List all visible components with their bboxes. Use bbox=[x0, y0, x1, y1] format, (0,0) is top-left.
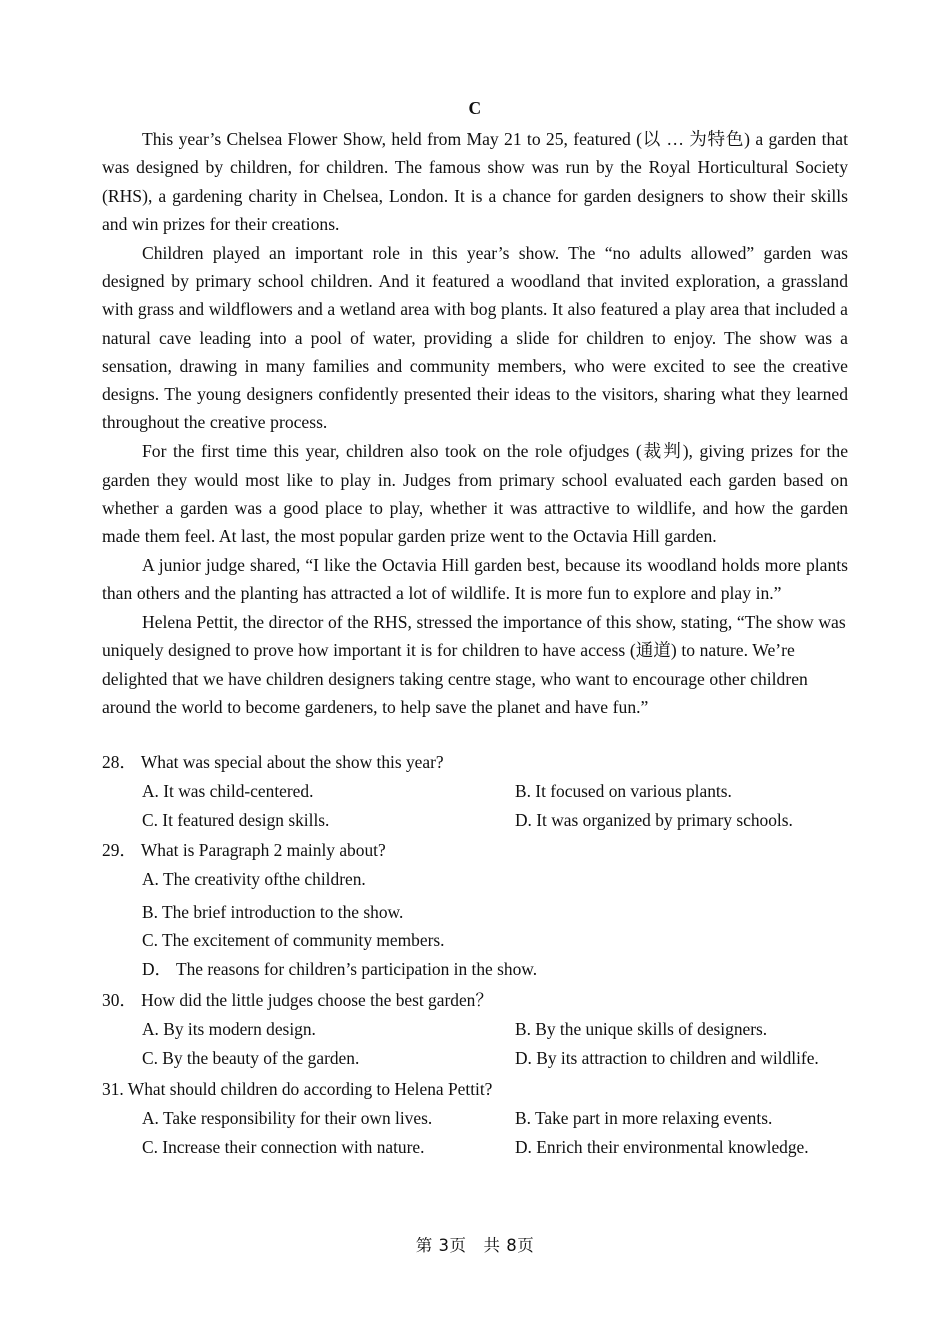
question-30-option-c[interactable]: C. By the beauty of the garden. bbox=[142, 1047, 360, 1068]
question-30-stem bbox=[102, 986, 848, 1015]
question-28-number: 28． bbox=[102, 752, 137, 773]
question-29-options bbox=[102, 865, 848, 983]
page-footer: 第 3页 共 8页 bbox=[415, 1236, 535, 1255]
passage-paragraph-4 bbox=[102, 551, 848, 608]
question-28-option-a[interactable]: A. It was child-centered. bbox=[142, 781, 314, 802]
paragraph-text: For the first time this year, children also took on the role ofjudges (裁判), giving prizes for the garden they would most like to play in. Judges from primary school evaluated each garden based on whether a garden was a good place to play, whether it was attractive to wildlife, and how the garden made them feel. At last, the most popular garden prize went to the Octavia Hill garden. bbox=[102, 441, 848, 547]
question-31-stem bbox=[102, 1075, 848, 1104]
question-29-text: What is Paragraph 2 mainly about? bbox=[140, 840, 386, 861]
question-31-option-d[interactable]: D. Enrich their environmental knowledge. bbox=[515, 1136, 809, 1157]
question-29-option-a[interactable]: A. The creativity ofthe children. bbox=[142, 869, 366, 890]
question-31-number: 31. bbox=[102, 1079, 124, 1100]
question-31 bbox=[102, 1075, 848, 1161]
question-31-options-row-2 bbox=[102, 1133, 848, 1162]
question-28-option-c[interactable]: C. It featured design skills. bbox=[142, 809, 330, 830]
passage-paragraph-5 bbox=[102, 608, 848, 721]
questions-section bbox=[102, 748, 848, 1161]
question-30-option-a[interactable]: A. By its modern design. bbox=[142, 1019, 316, 1040]
question-29-stem bbox=[102, 836, 848, 865]
question-29-option-c[interactable]: C. The excitement of community members. bbox=[142, 930, 445, 951]
question-28 bbox=[102, 748, 848, 834]
question-28-option-b[interactable]: B. It focused on various plants. bbox=[515, 781, 732, 802]
paragraph-text: A junior judge shared, “I like the Octavia Hill garden best, because its woodland holds more plants than others and the planting has attracted a lot of wildlife. It is more fun to explore and play in.” bbox=[102, 554, 848, 604]
question-29-option-d[interactable]: D． The reasons for children’s participation in the show. bbox=[142, 958, 538, 979]
question-28-stem bbox=[102, 748, 848, 777]
question-30-options-row-2 bbox=[102, 1044, 848, 1073]
question-28-option-d[interactable]: D. It was organized by primary schools. bbox=[515, 809, 793, 830]
question-28-text: What was special about the show this year? bbox=[140, 752, 444, 773]
passage-paragraph-3 bbox=[102, 437, 848, 550]
paragraph-text: This year’s Chelsea Flower Show, held from May 21 to 25, featured (以 … 为特色) a garden that was designed by children, for children. The famous show was run by the Royal Horticultural Society (RHS), a gardening charity in Chelsea, London. It is a chance for garden designers to show their skills and win prizes for their creations. bbox=[102, 129, 848, 234]
question-30 bbox=[102, 986, 848, 1072]
paragraph-text: Helena Pettit, the director of the RHS, stressed the importance of this show, stating, “The show was uniquely designed to prove how important it is for children to have access (通道) to nature. We’re delighted that we have children designers taking centre stage, who want to encourage other children around the world to become gardeners, to help save the planet and have fun.” bbox=[102, 612, 846, 717]
question-31-option-a[interactable]: A. Take responsibility for their own lives. bbox=[142, 1108, 433, 1129]
question-30-options-row-1 bbox=[102, 1015, 848, 1044]
question-29-number: 29． bbox=[102, 840, 137, 861]
paragraph-text: Children played an important role in this year’s show. The “no adults allowed” garden was designed by primary school children. And it featured a woodland that invited exploration, a grassland with grass and wildflowers and a wetland area with bog plants. It also featured a play area that included a natural cave leading into a pool of water, providing a slide for children to enjoy. The show was a sensation, drawing in many families and community members, who were excited to see the creative designs. The young designers confidently presented their ideas to the visitors, sharing what they learned throughout the creative process. bbox=[102, 242, 848, 433]
passage-paragraph-1 bbox=[102, 125, 848, 238]
question-29 bbox=[102, 836, 848, 983]
question-30-text: How did the little judges choose the best garden？ bbox=[141, 990, 493, 1011]
passage-paragraph-2 bbox=[102, 239, 848, 437]
question-30-option-b[interactable]: B. By the unique skills of designers. bbox=[515, 1019, 768, 1040]
question-31-option-b[interactable]: B. Take part in more relaxing events. bbox=[515, 1108, 773, 1129]
question-31-text: What should children do according to Helena Pettit? bbox=[127, 1079, 493, 1100]
page-content bbox=[102, 98, 848, 1161]
section-letter-heading: C bbox=[468, 98, 482, 118]
question-28-options-row-1 bbox=[102, 777, 848, 806]
question-31-options-row-1 bbox=[102, 1104, 848, 1133]
question-31-option-c[interactable]: C. Increase their connection with nature. bbox=[142, 1136, 425, 1157]
question-30-number: 30． bbox=[102, 990, 137, 1011]
question-30-option-d[interactable]: D. By its attraction to children and wildlife. bbox=[515, 1047, 819, 1068]
question-28-options-row-2 bbox=[102, 806, 848, 835]
question-29-option-b[interactable]: B. The brief introduction to the show. bbox=[142, 901, 404, 922]
